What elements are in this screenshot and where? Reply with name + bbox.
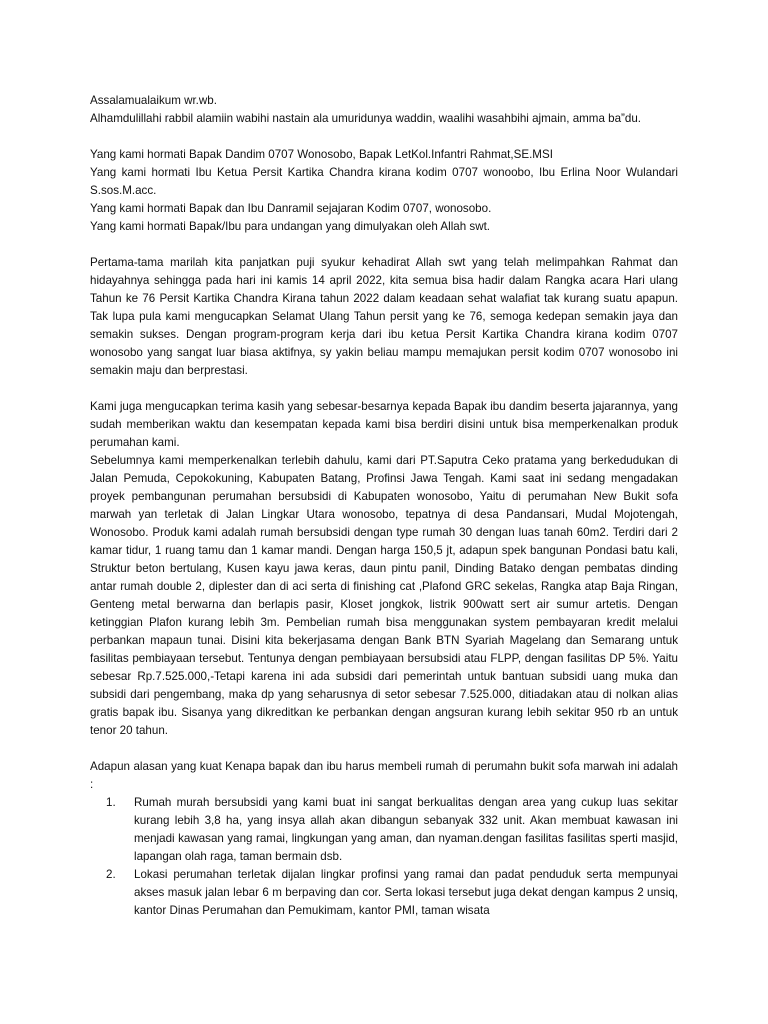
paragraph-thanks: Kami juga mengucapkan terima kasih yang sebesar-besarnya kepada Bapak ibu dandim beserta jajarannya, yang sudah memberikan waktu dan kesempatan kepada kami bisa berdiri disini untuk bisa memperkenalkan produk perumahan kami. (90, 400, 678, 449)
spacer (90, 380, 678, 398)
greeting-doa: Alhamdulillahi rabbil alamiin wabihi nastain ala umuridunya waddin, waalihi wasahbihi ajmain, amma ba”du. (90, 112, 641, 125)
paragraph-product: Sebelumnya kami memperkenalkan terlebih dahulu, kami dari PT.Saputra Ceko pratama yang berkedudukan di Jalan Pemuda, Cepokokuning, Kabupaten Batang, Profinsi Jawa Tengah. Kami saat ini sedang mengadakan proyek pembangunan perumahan bersubsidi di Kabupaten wonosobo, Yaitu di perumahan New Bukit sofa marwah yan terletak di Jalan Lingkar Utara wonosobo, tepatnya di desa Pandansari, Mudal Mojotengah, Wonosobo. Produk kami adalah rumah bersubsidi dengan type rumah 30 dengan luas tanah 60m2. Terdiri dari 2 kamar tidur, 1 ruang tamu dan 1 kamar mandi. Dengan harga 150,5 jt, adapun spek bangunan Pondasi batu kali, Struktur beton bertulang, Kusen kayu jawa keras, daun pintu panil, Dinding Batako dengan pembatas dinding antar rumah double 2, diplester dan di aci serta di finishing cat ,Plafond GRC sekelas, Rangka atap Baja Ringan, Genteng metal berwarna dan berlapis pasir, Kloset jongkok, listrik 900watt sert air sumur artetis. Dengan ketinggian Plafon kurang lebih 3m. Pembelian rumah bisa menggunakan system pembayaran kredit melalui perbankan mapaun tunai. Disini kita bekerjasama dengan Bank BTN Syariah Magelang dan Semarang untuk fasilitas pembiayaan tersebut. Tentunya dengan pembiayaan bersubsidi atau FLPP, dengan fasilitas DP 5%. Yaitu sebesar Rp.7.525.000,-Tetapi karena ini ada subsidi dari pemerintah untuk bantuan subsidi uang muka dan subsidi dari pengembang, maka dp yang seharusnya di setor sebesar 7.525.000, ditiadakan atau di nolkan alias gratis bapak ibu. Sisanya yang dikreditkan ke perbankan dengan angsuran kurang lebih sekitar 950 rb an untuk tenor 20 tahun. (90, 454, 678, 737)
honorific-undangan: Yang kami hormati Bapak/Ibu para undangan yang dimulyakan oleh Allah swt. (90, 220, 491, 233)
list-item-text: Lokasi perumahan terletak dijalan lingkar profinsi yang ramai dan padat penduduk serta mempunyai akses masuk jalan lebar 6 m berpaving dan cor. Serta lokasi tersebut juga dekat dengan kampus 2 unsiq, kantor Dinas Perumahan dan Pemukimam, kantor PMI, taman wisata (134, 868, 678, 917)
honorific-danramil: Yang kami hormati Bapak dan Ibu Danramil sejajaran Kodim 0707, wonosobo. (90, 202, 492, 215)
greeting-salam: Assalamualaikum wr.wb. (90, 94, 217, 107)
paragraph-opening: Pertama-tama marilah kita panjatkan puji syukur kehadirat Allah swt yang telah melimpahkan Rahmat dan hidayahnya sehingga pada hari ini kamis 14 april 2022, kita semua bisa hadir dalam Rangka acara Hari ulang Tahun ke 76 Persit Kartika Chandra Kirana tahun 2022 dalam keadaan sehat walafiat tak kurang suatu apapun. Tak lupa pula kami mengucapkan Selamat Ulang Tahun persit yang ke 76, semoga kedepan semakin jaya dan semakin sukses. Dengan program-program kerja dari ibu ketua Persit Kartika Chandra kirana kodim 0707 wonosobo yang sangat luar biasa aktifnya, sy yakin beliau mampu memajukan persit kodim 0707 wonosobo ini semakin maju dan berprestasi. (90, 256, 678, 377)
list-item-number: 1. (106, 796, 116, 809)
reasons-list (90, 794, 678, 920)
list-item-text: Rumah murah bersubsidi yang kami buat ini sangat berkualitas dengan area yang cukup luas sekitar kurang lebih 3,8 ha, yang insya allah akan dibangun sebanyak 332 unit. Akan membuat kawasan ini menjadi kawasan yang ramai, lingkungan yang aman, dan nyaman.dengan fasilitas fasilitas sperti masjid, lapangan olah raga, taman bermain dsb. (134, 796, 678, 863)
paragraph-reasons-intro: Adapun alasan yang kuat Kenapa bapak dan ibu harus membeli rumah di perumahn bukit sofa marwah ini adalah : (90, 760, 678, 791)
list-item-number: 2. (106, 868, 116, 881)
list-item (106, 866, 678, 920)
speech-document (90, 92, 678, 920)
honorific-ketua-persit: Yang kami hormati Ibu Ketua Persit Kartika Chandra kirana kodim 0707 wonoobo, Ibu Erlina Noor Wulandari S.sos.M.acc. (90, 166, 678, 197)
spacer (90, 236, 678, 254)
honorific-dandim: Yang kami hormati Bapak Dandim 0707 Wonosobo, Bapak LetKol.Infantri Rahmat,SE.MSI (90, 148, 553, 161)
spacer (90, 128, 678, 146)
spacer (90, 740, 678, 758)
list-item (106, 794, 678, 866)
